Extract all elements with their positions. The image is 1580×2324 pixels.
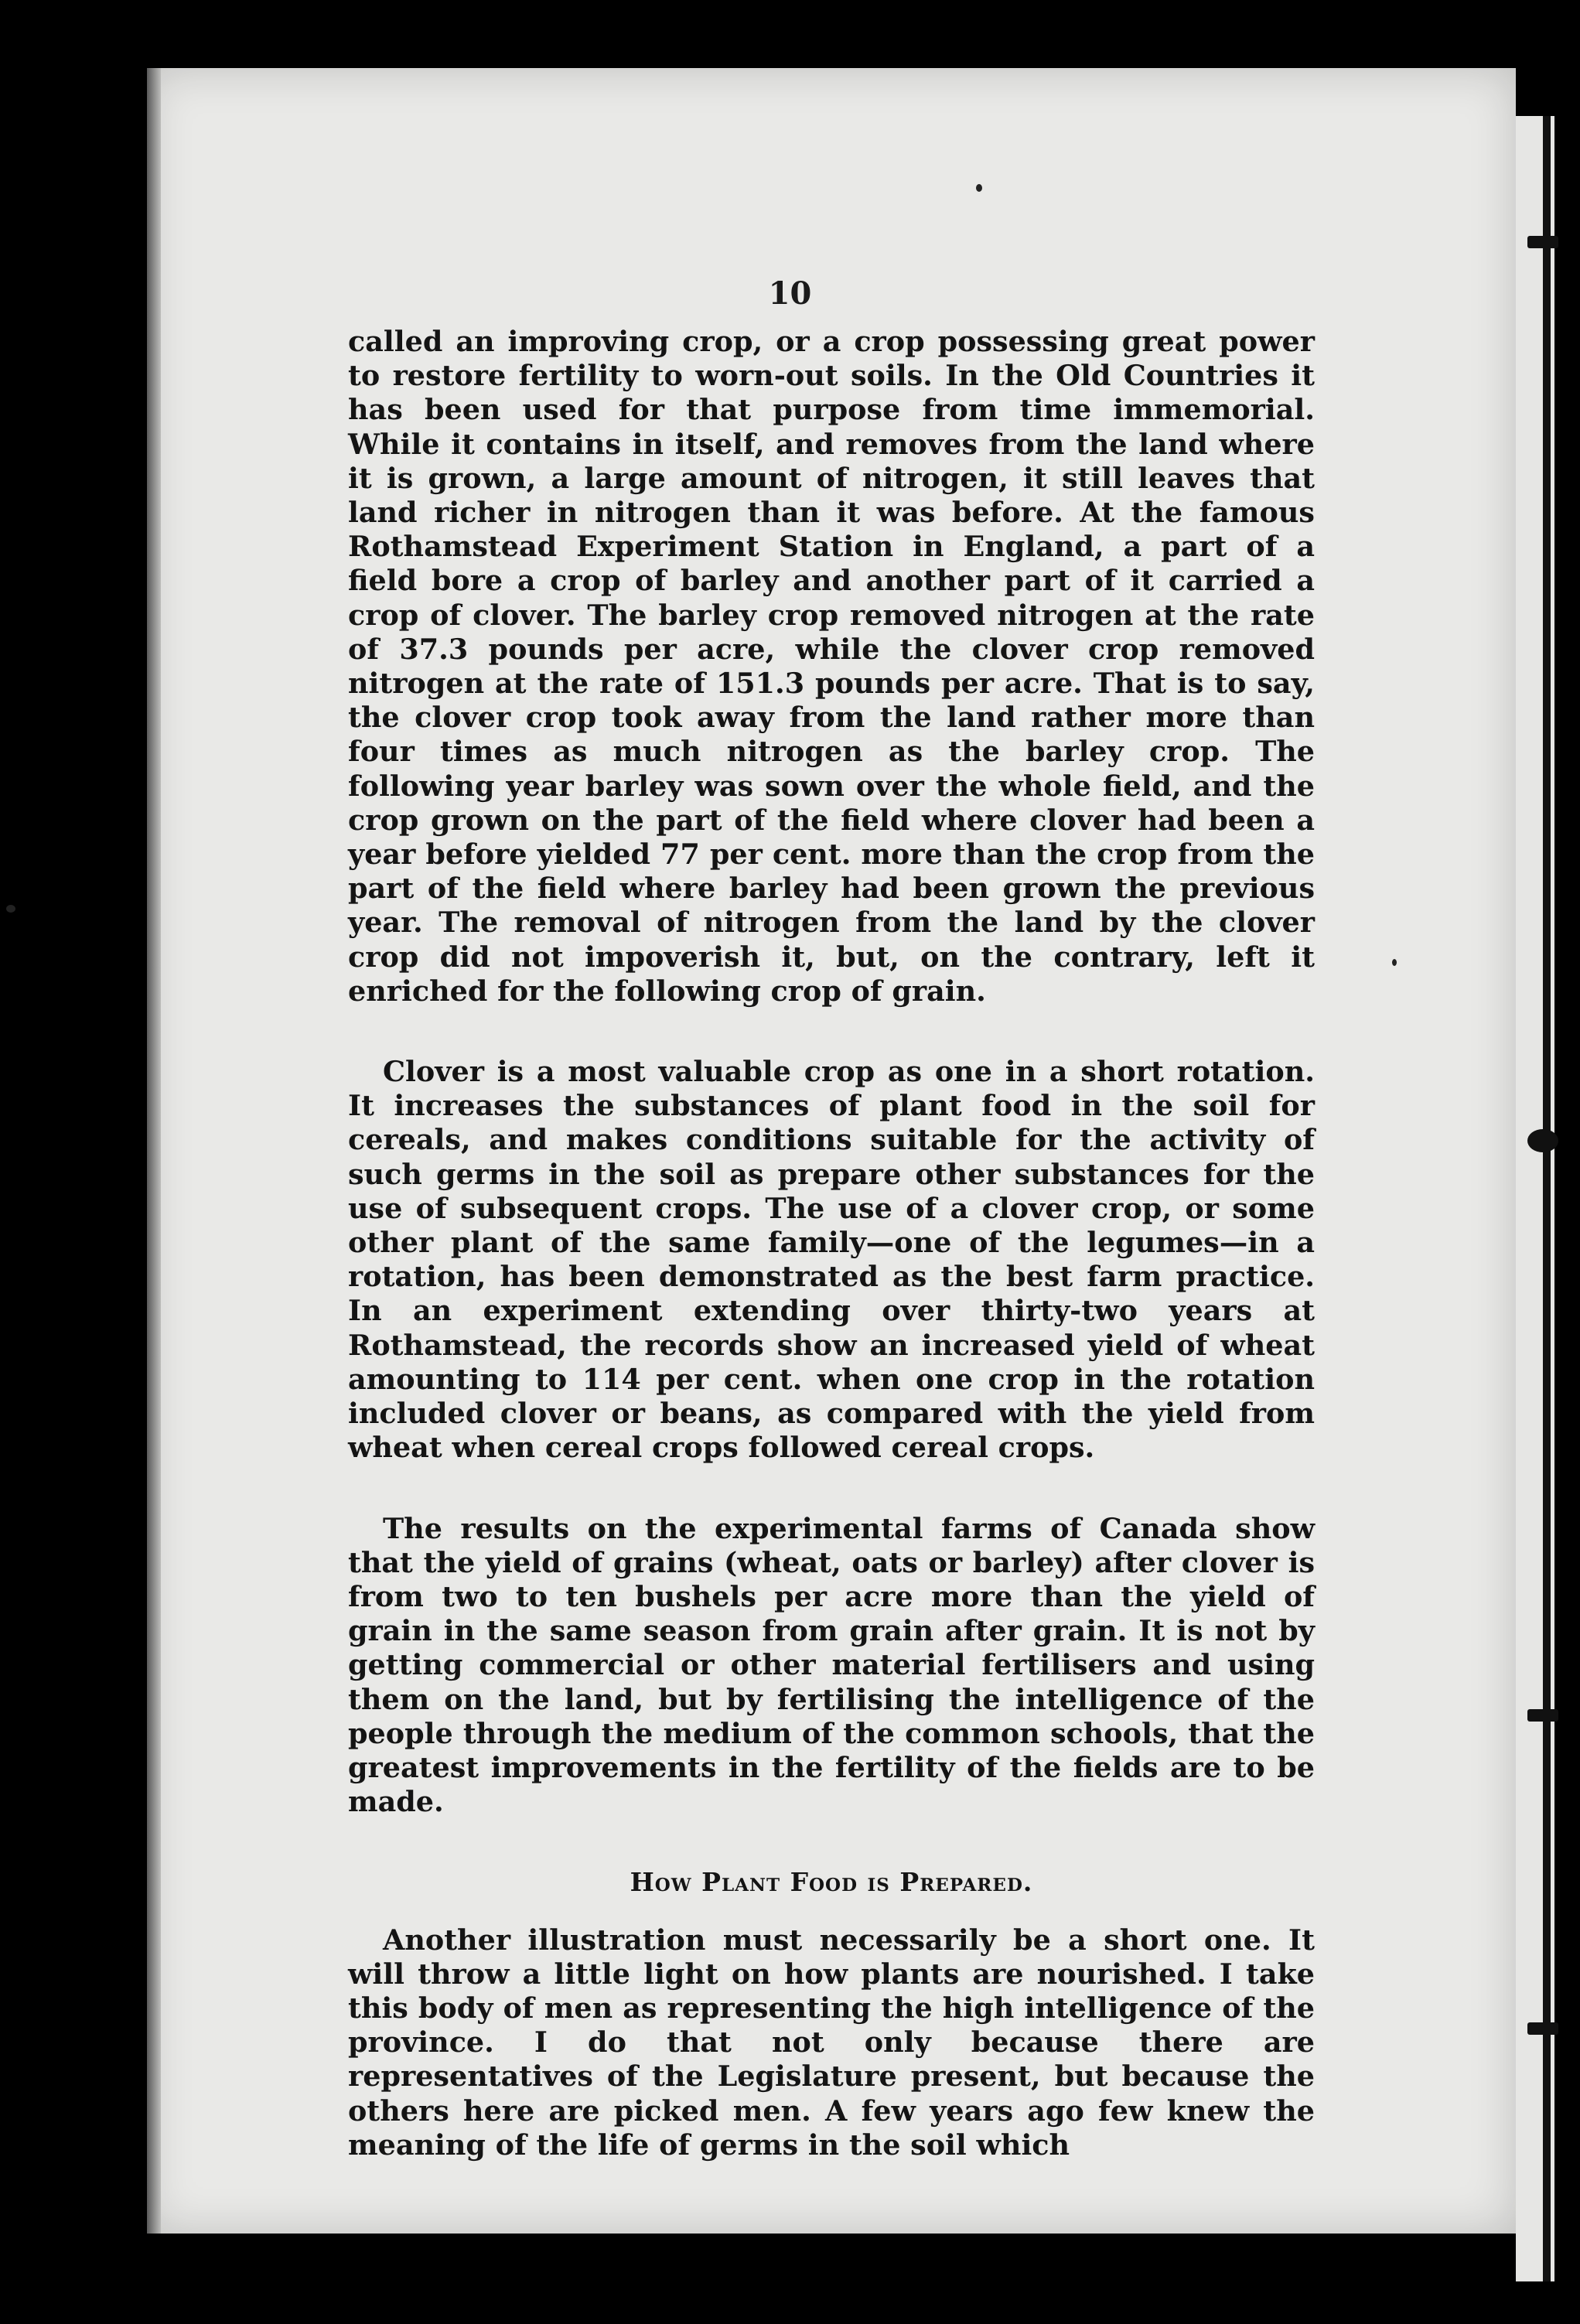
page-number: 10 bbox=[768, 275, 812, 312]
binding-mark bbox=[1527, 236, 1558, 248]
section-heading: How Plant Food is Prepared. bbox=[630, 1867, 1033, 1898]
body-text bbox=[348, 325, 1315, 2162]
page-left-edge bbox=[147, 68, 161, 2234]
ink-speck bbox=[6, 905, 15, 913]
binding-mark bbox=[1527, 1709, 1558, 1722]
binding-mark bbox=[1527, 1129, 1558, 1152]
binding-edge bbox=[1543, 116, 1551, 2281]
binding-mark bbox=[1527, 2022, 1558, 2035]
paragraph-3: The results on the experimental farms of Canada show that the yield of grains (wheat, oats or barley) after clover is from two to ten bushels per acre more than the yield of grain in the same season from grain after grain. It is not by getting commercial or other material fertilisers and using them on the land, but by fertilising the intelligence of the people through the medium of the common schools, that the greatest improvements in the fertility of the fields are to be made. bbox=[348, 1511, 1315, 1819]
paragraph-2: Clover is a most valuable crop as one in a short rotation. It increases the substances of plant food in the soil for cereals, and makes conditions suitable for the activity of such germs in the soil as prepare other substances for the use of subsequent crops. The use of a clover crop, or some other plant of the same family—one of the legumes—in a rotation, has been demonstrated as the best farm practice. In an experiment extending over thirty-two years at Rothamstead, the records show an increased yield of wheat amounting to 114 per cent. when one crop in the rotation included clover or beans, as compared with the yield from wheat when cereal crops followed cereal crops. bbox=[348, 1055, 1315, 1465]
ink-speck bbox=[1392, 959, 1397, 966]
paragraph-4: Another illustration must necessarily be a short one. It will throw a little light on how plants are nourished. I take this body of men as representing the high intelligence of the province. I do that not only because there are representatives of the Legislature present, but because the others here are picked men. A few years ago few knew the meaning of the life of germs in the soil which bbox=[348, 1923, 1315, 2162]
ink-speck bbox=[976, 184, 982, 192]
paragraph-1: called an improving crop, or a crop possessing great power to restore fertility to worn-out soils. In the Old Countries it has been used for that purpose from time immemorial. While it contains in itself, and removes from the land where it is grown, a large amount of nitrogen, it still leaves that land richer in nitrogen than it was before. At the famous Rothamstead Experiment Station in England, a part of a field bore a crop of barley and another part of it carried a crop of clover. The barley crop removed nitrogen at the rate of 37.3 pounds per acre, while the clover crop removed nitrogen at the rate of 151.3 pounds per acre. That is to say, the clover crop took away from the land rather more than four times as much nitrogen as the barley crop. The following year barley was sown over the whole field, and the crop grown on the part of the field where clover had been a year before yielded 77 per cent. more than the crop from the part of the field where barley had been grown the previous year. The removal of nitrogen from the land by the clover crop did not impoverish it, but, on the contrary, left it enriched for the following crop of grain. bbox=[348, 325, 1315, 1008]
